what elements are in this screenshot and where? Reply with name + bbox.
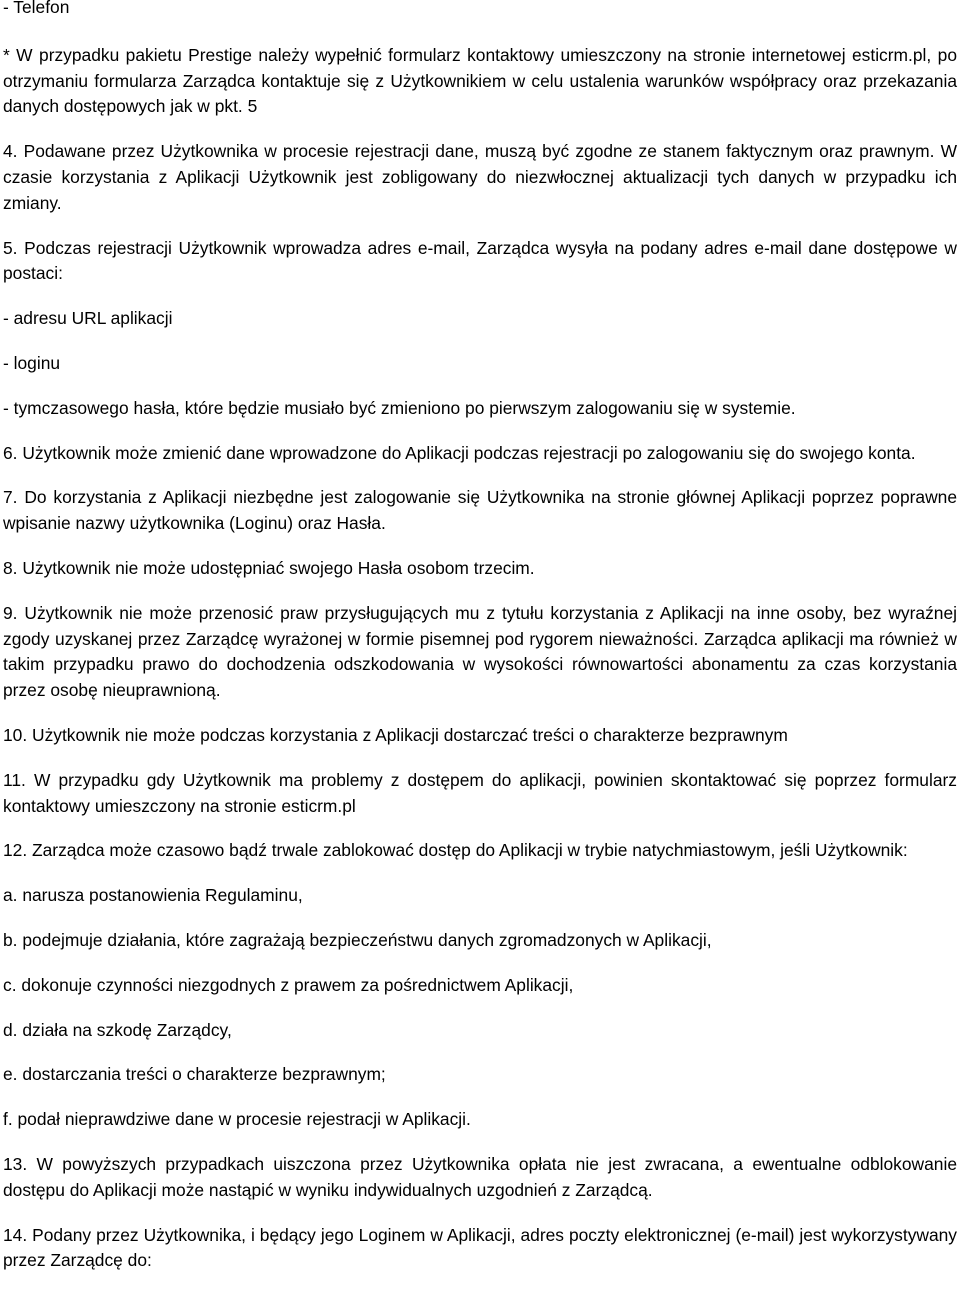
document-page (3, 0, 957, 1274)
section-12-item-a: a. narusza postanowienia Regulaminu, (3, 885, 303, 906)
telefon-line: - Telefon (3, 0, 70, 17)
section-13: 13. W powyższych przypadkach uiszczona przez Użytkownika opłata nie jest zwracana, a ewentualne odblokowanie dostępu do Aplikacji może nastąpić w wyniku indywidualnych uzgodnień z Zarządcą. (3, 1153, 957, 1200)
section-12: 12. Zarządca może czasowo bądź trwale zablokować dostęp do Aplikacji w trybie natychmiastowym, jeśli Użytkownik: (3, 840, 908, 861)
section-12-item-e: e. dostarczania treści o charakterze bezprawnym; (3, 1064, 386, 1085)
section-5-password-item: - tymczasowego hasła, które będzie musiało być zmieniono po pierwszym zalogowaniu się w systemie. (3, 397, 796, 418)
prestige-note: * W przypadku pakietu Prestige należy wypełnić formularz kontaktowy umieszczony na stronie internetowej esticrm.pl, po otrzymaniu formularza Zarządca kontaktuje się z Użytkownikiem w celu ustalenia warunków współpracy oraz przekazania danych dostępowych jak w pkt. 5 (3, 44, 957, 117)
section-11: 11. W przypadku gdy Użytkownik ma problemy z dostępem do aplikacji, powinien skontaktować się poprzez formularz kontaktowy umieszczony na stronie esticrm.pl (3, 769, 957, 816)
section-12-item-d: d. działa na szkodę Zarządcy, (3, 1019, 232, 1040)
section-5-url-item: - adresu URL aplikacji (3, 308, 173, 329)
section-12-item-f: f. podał nieprawdziwe dane w procesie rejestracji w Aplikacji. (3, 1109, 471, 1130)
section-5-login-item: - loginu (3, 352, 61, 373)
section-10: 10. Użytkownik nie może podczas korzystania z Aplikacji dostarczać treści o charakterze bezprawnym (3, 724, 788, 745)
section-7: 7. Do korzystania z Aplikacji niezbędne jest zalogowanie się Użytkownika na stronie głównej Aplikacji poprzez poprawne wpisanie nazwy użytkownika (Loginu) oraz Hasła. (3, 487, 957, 534)
section-5: 5. Podczas rejestracji Użytkownik wprowadza adres e-mail, Zarządca wysyła na podany adres e-mail dane dostępowe w postaci: (3, 237, 957, 284)
section-14: 14. Podany przez Użytkownika, i będący jego Loginem w Aplikacji, adres poczty elektronicznej (e-mail) jest wykorzystywany przez Zarządcę do: (3, 1224, 957, 1271)
section-12-item-c: c. dokonuje czynności niezgodnych z prawem za pośrednictwem Aplikacji, (3, 974, 574, 995)
section-8: 8. Użytkownik nie może udostępniać swojego Hasła osobom trzecim. (3, 557, 535, 578)
section-4: 4. Podawane przez Użytkownika w procesie rejestracji dane, muszą być zgodne ze stanem faktycznym oraz prawnym. W czasie korzystania z Aplikacji Użytkownik jest zobligowany do niezwłocznej aktualizacji tych danych w przypadku ich zmiany. (3, 141, 957, 213)
section-9: 9. Użytkownik nie może przenosić praw przysługujących mu z tytułu korzystania z Aplikacji na inne osoby, bez wyraźnej zgody uzyskanej przez Zarządcę wyrażonej w formie pisemnej pod rygorem nieważności. Zarządca aplikacji ma również w takim przypadku prawo do dochodzenia odszkodowania w wysokości równowartości abonamentu za czas korzystania przez osobę nieuprawnioną. (3, 602, 957, 701)
section-12-item-b: b. podejmuje działania, które zagrażają bezpieczeństwu danych zgromadzonych w Aplikacji, (3, 929, 712, 950)
section-6: 6. Użytkownik może zmienić dane wprowadzone do Aplikacji podczas rejestracji po zalogowaniu się do swojego konta. (3, 442, 916, 463)
